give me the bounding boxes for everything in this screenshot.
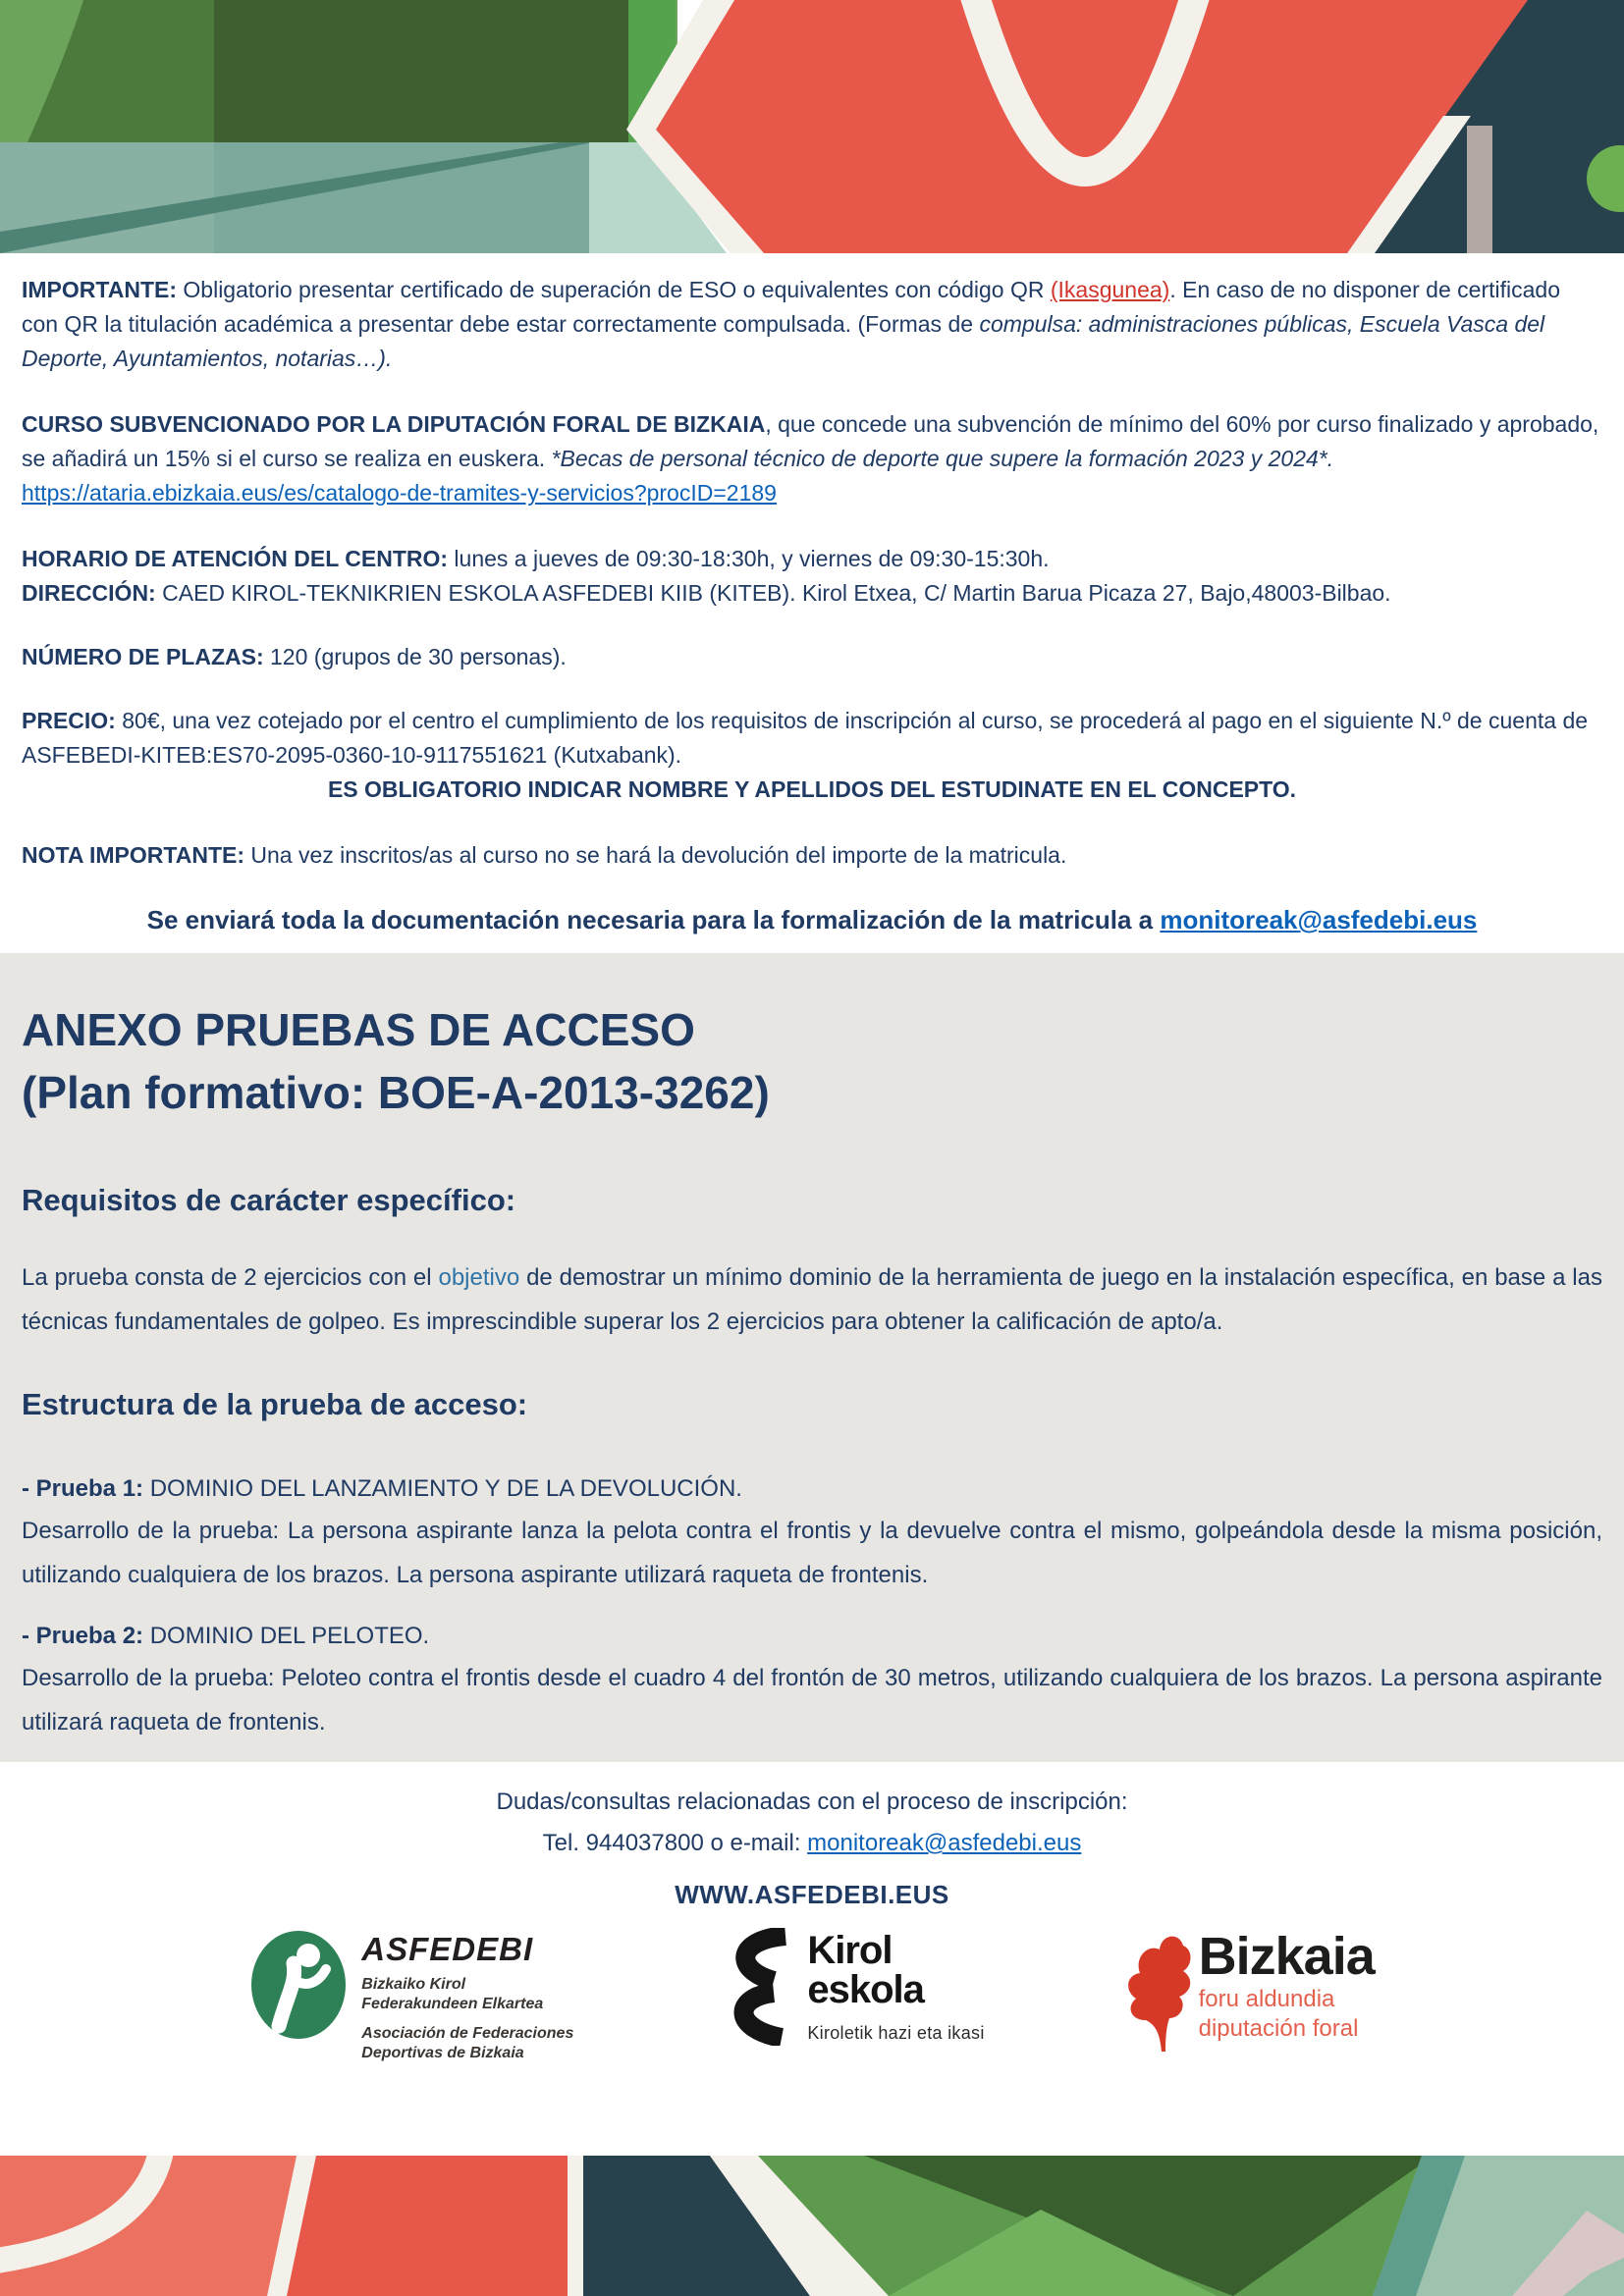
prueba2-name: DOMINIO DEL PELOTEO. <box>143 1623 430 1649</box>
prueba2-label: - Prueba 2: <box>22 1623 144 1649</box>
estructura-heading: Estructura de la prueba de acceso: <box>22 1387 528 1421</box>
ataria-url-link[interactable]: https://ataria.ebizkaia.eus/es/catalogo-de-tramites-y-servicios?procID=2189 <box>22 480 777 506</box>
asfedebi-logo-icon <box>249 1928 348 2042</box>
anexo-title-line1: ANEXO PRUEBAS DE ACCESO <box>22 1004 695 1055</box>
top-banner-graphic <box>0 0 1624 253</box>
kirol-logo-name-2: eskola <box>807 1967 924 2011</box>
kirol-logo-tagline: Kiroletik hazi eta ikasi <box>807 2022 985 2043</box>
prueba2-body: Desarrollo de la prueba: Peloteo contra el frontis desde el cuadro 4 del frontón de 30 metros, utilizando cualquiera de los brazos. La persona aspirante utilizará raqueta de frontenis. <box>22 1665 1602 1735</box>
paragraph-horario-direccion <box>22 542 1602 611</box>
contact-block <box>0 1782 1624 1864</box>
asfedebi-logo-es1: Asociación de Federaciones <box>361 2025 574 2042</box>
bizkaia-leaf-icon <box>1122 1928 1193 2056</box>
kirol-eskola-texts <box>807 1928 985 2044</box>
plazas-label: NÚMERO DE PLAZAS: <box>22 644 264 669</box>
importante-text-2: . En caso de no disponer de certificado con QR la titulación académica a presentar debe estar correctamente compulsada. (Formas de <box>22 277 1560 337</box>
bizkaia-logo <box>1122 1928 1375 2056</box>
intro-section <box>0 253 1624 939</box>
curso-label: CURSO SUBVENCIONADO POR LA DIPUTACIÓN FORAL DE BIZKAIA <box>22 411 766 437</box>
importante-italic: compulsa: administraciones públicas, Escuela Vasca del Deporte, Ayuntamientos, notarias…). <box>22 311 1545 371</box>
website-line: WWW.ASFEDEBI.EUS <box>675 1880 949 1909</box>
nota-text: Una vez inscritos/as al curso no se hará la devolución del importe de la matricula. <box>244 842 1067 868</box>
horario-text: lunes a jueves de 09:30-18:30h, y viernes de 09:30-15:30h. <box>448 546 1050 571</box>
asfedebi-logo-name: ASFEDEBI <box>361 1931 534 1967</box>
paragraph-nota <box>22 838 1602 873</box>
paragraph-plazas <box>22 640 1602 674</box>
paragraph-importante <box>22 273 1602 376</box>
horario-label: HORARIO DE ATENCIÓN DEL CENTRO: <box>22 546 449 571</box>
envio-text: Se enviará toda la documentación necesaria para la formalización de la matricula a <box>146 905 1161 934</box>
bizkaia-logo-texts <box>1199 1928 1375 2044</box>
bizkaia-logo-line1: foru aldundia <box>1198 1986 1335 2012</box>
precio-label: PRECIO: <box>22 708 116 733</box>
requisitos-text-1: La prueba consta de 2 ejercicios con el <box>22 1264 439 1291</box>
importante-label: IMPORTANTE: <box>22 277 178 302</box>
prueba2-title <box>22 1617 1602 1656</box>
requisitos-highlight: objetivo <box>438 1264 520 1291</box>
bizkaia-logo-name: Bizkaia <box>1198 1927 1375 1986</box>
requisitos-text-2: de demostrar un mínimo dominio de la herramienta de juego en la instalación específica, en base a las técnicas fundamentales de golpeo. Es imprescindible superar los 2 ejercicios para obtener la calificación de apto/a. <box>22 1264 1602 1335</box>
kirol-eskola-logo-icon <box>711 1928 795 2046</box>
paragraph-curso <box>22 407 1602 510</box>
requisitos-paragraph <box>22 1255 1602 1344</box>
prueba1-name: DOMINIO DEL LANZAMIENTO Y DE LA DEVOLUCIÓN. <box>143 1475 742 1502</box>
kirol-eskola-logo <box>711 1928 984 2046</box>
requisitos-heading: Requisitos de carácter específico: <box>22 1183 516 1217</box>
dudas-line: Dudas/consultas relacionadas con el proceso de inscripción: <box>496 1789 1128 1815</box>
plazas-text: 120 (grupos de 30 personas). <box>263 644 567 669</box>
anexo-title-line2: (Plan formativo: BOE-A-2013-3262) <box>22 1067 770 1118</box>
envio-email-link[interactable]: monitoreak@asfedebi.eus <box>1160 905 1478 934</box>
asfedebi-logo-eu2: Federakundeen Elkartea <box>361 1996 544 2012</box>
prueba1-title <box>22 1469 1602 1509</box>
kirol-logo-name-1: Kirol <box>807 1928 893 1972</box>
bizkaia-logo-line2: diputación foral <box>1198 2015 1359 2042</box>
ikasgunea-link[interactable]: (Ikasgunea) <box>1050 277 1170 302</box>
direccion-label: DIRECCIÓN: <box>22 580 156 606</box>
curso-italic: *Becas de personal técnico de deporte que supere la formación 2023 y 2024*. <box>551 446 1334 471</box>
curso-text: , que concede una subvención de mínimo del 60% por curso finalizado y aprobado, se añadirá un 15% si el curso se realiza en euskera. <box>22 411 1599 471</box>
importante-text-1: Obligatorio presentar certificado de superación de ESO o equivalentes con código QR <box>177 277 1051 302</box>
paragraph-concepto: ES OBLIGATORIO INDICAR NOMBRE Y APELLIDOS DEL ESTUDINATE EN EL CONCEPTO. <box>327 776 1297 802</box>
asfedebi-logo-eu1: Bizkaiko Kirol <box>361 1976 466 1993</box>
tel-text: Tel. 944037800 o e-mail: <box>542 1830 808 1856</box>
asfedebi-logo <box>249 1928 573 2063</box>
prueba1-body: Desarrollo de la prueba: La persona aspirante lanza la pelota contra el frontis y la devuelve contra el mismo, golpeándola desde la misma posición, utilizando cualquiera de los brazos. La persona aspirante utilizará raqueta de frontenis. <box>22 1518 1602 1588</box>
direccion-text: CAED KIROL-TEKNIKRIEN ESKOLA ASFEDEBI KIIB (KITEB). Kirol Etxea, C/ Martin Barua Picaza 27, Bajo,48003-Bilbao. <box>155 580 1391 606</box>
paragraph-precio <box>22 704 1602 773</box>
prueba1-label: - Prueba 1: <box>22 1475 144 1502</box>
bottom-banner-graphic <box>0 2156 1624 2296</box>
logos-row <box>0 1928 1624 2063</box>
tel-line <box>0 1823 1624 1864</box>
asfedebi-logo-es2: Deportivas de Bizkaia <box>361 2045 524 2061</box>
contact-email-link[interactable]: monitoreak@asfedebi.eus <box>807 1830 1082 1856</box>
paragraph-envio <box>22 900 1602 939</box>
precio-text: 80€, una vez cotejado por el centro el cumplimiento de los requisitos de inscripción al curso, se procederá al pago en el siguiente N.º de cuenta de ASFEBEDI-KITEB:ES70-2095-0360-10-9117551621 (Kutxabank). <box>22 708 1589 768</box>
nota-label: NOTA IMPORTANTE: <box>22 842 244 868</box>
anexo-section <box>0 953 1624 1762</box>
asfedebi-logo-texts <box>361 1928 573 2063</box>
